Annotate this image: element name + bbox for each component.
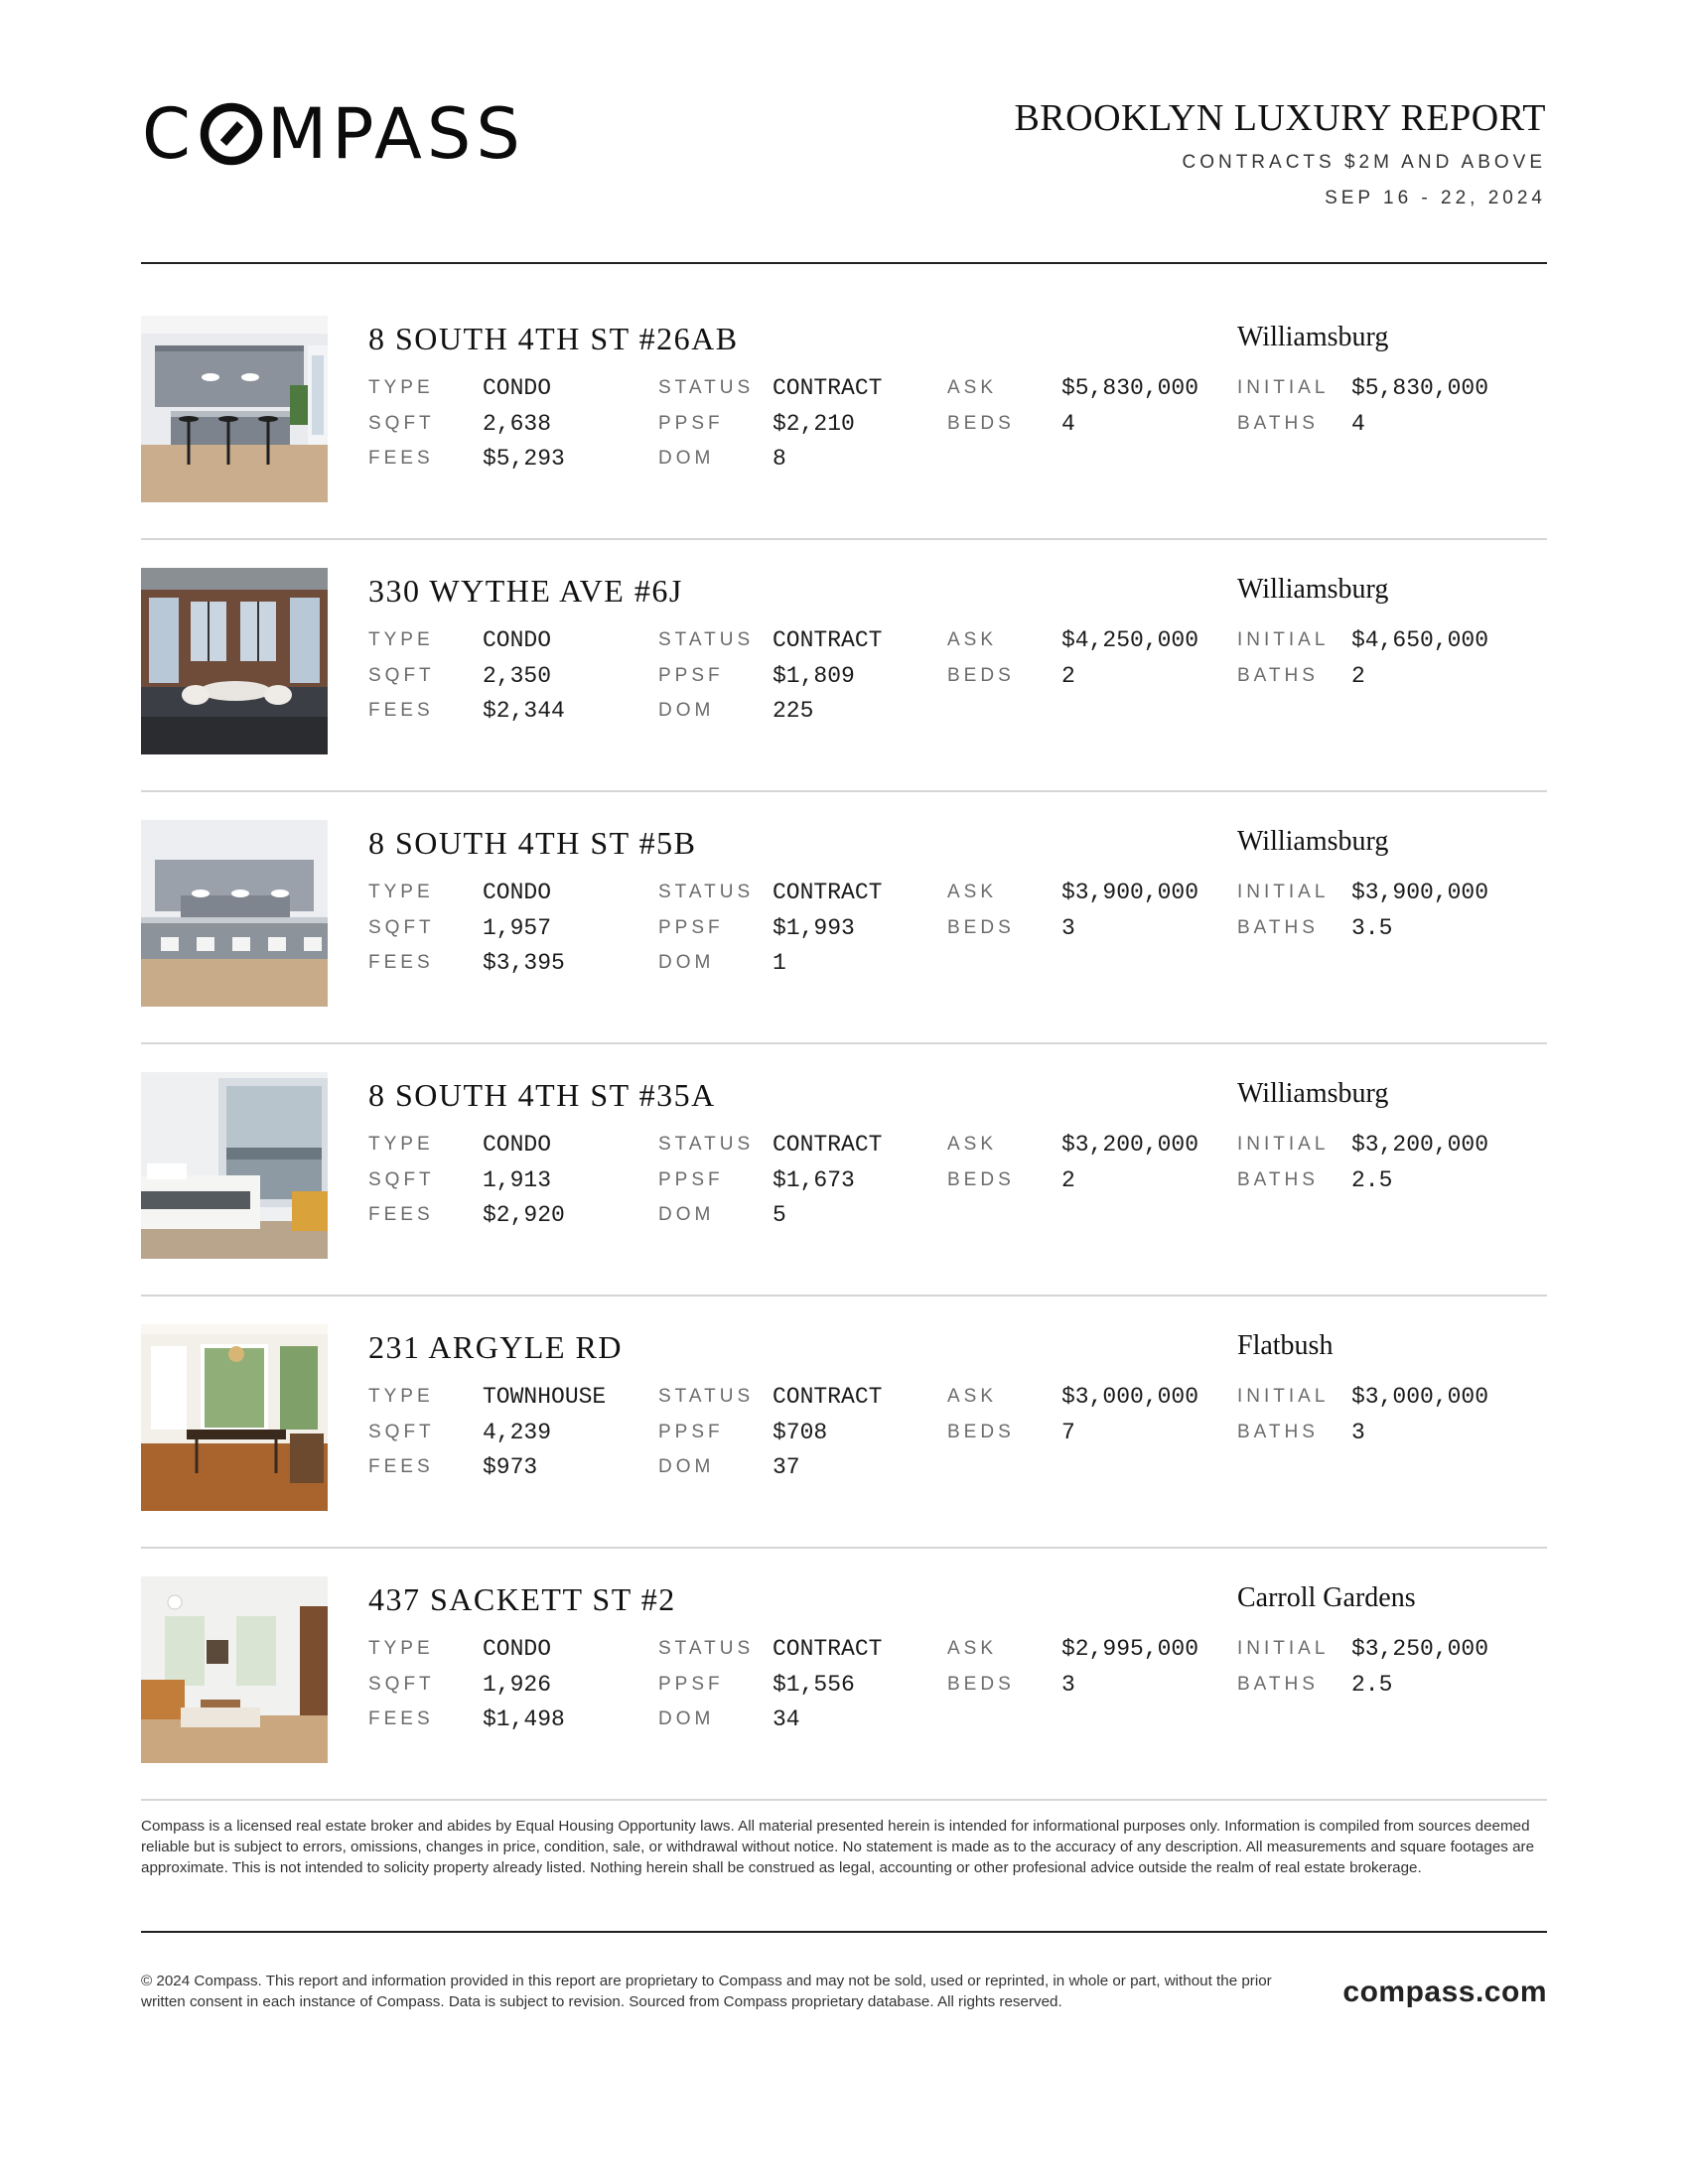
initial-label: INITIAL [1237, 882, 1330, 902]
initial-value: $3,250,000 [1351, 1636, 1489, 1662]
dom-value: 37 [773, 1454, 800, 1480]
dining-room-photo[interactable] [141, 1324, 328, 1511]
listing-row[interactable] [141, 540, 1547, 792]
site-link[interactable]: compass.com [1342, 1976, 1547, 2008]
ppsf-label: PPSF [658, 916, 724, 938]
ppsf-value: $2,210 [773, 410, 855, 437]
dom-label: DOM [658, 448, 715, 469]
status-label: STATUS [658, 1134, 755, 1155]
type-value: TOWNHOUSE [483, 1384, 607, 1410]
baths-value: 3.5 [1351, 914, 1393, 941]
initial-value: $3,200,000 [1351, 1132, 1489, 1158]
type-label: TYPE [368, 1134, 434, 1155]
fees-value: $2,344 [483, 698, 565, 724]
dom-label: DOM [658, 1456, 715, 1477]
baths-label: BATHS [1237, 412, 1319, 434]
sqft-label: SQFT [368, 1421, 435, 1442]
ppsf-value: $1,556 [773, 1671, 855, 1698]
ppsf-value: $708 [773, 1419, 828, 1445]
status-value: CONTRACT [773, 1384, 883, 1410]
initial-label: INITIAL [1237, 1638, 1330, 1659]
kitchen-photo[interactable] [141, 316, 328, 502]
sqft-label: SQFT [368, 664, 435, 686]
listing-row[interactable] [141, 792, 1547, 1044]
status-label: STATUS [658, 1386, 755, 1407]
kitchen-island-photo[interactable] [141, 820, 328, 1007]
ppsf-label: PPSF [658, 664, 724, 686]
type-label: TYPE [368, 882, 434, 902]
listing-row[interactable] [141, 1549, 1547, 1801]
listing-row[interactable] [141, 1297, 1547, 1549]
fees-label: FEES [368, 1708, 434, 1729]
sqft-value: 2,638 [483, 410, 552, 437]
dom-value: 225 [773, 698, 814, 724]
ask-label: ASK [947, 377, 998, 398]
fees-label: FEES [368, 1204, 434, 1225]
initial-value: $3,900,000 [1351, 880, 1489, 905]
baths-label: BATHS [1237, 916, 1319, 938]
ask-value: $4,250,000 [1061, 627, 1199, 653]
status-value: CONTRACT [773, 880, 883, 905]
initial-label: INITIAL [1237, 377, 1330, 398]
baths-label: BATHS [1237, 1168, 1319, 1190]
ask-value: $3,900,000 [1061, 880, 1199, 905]
dom-value: 5 [773, 1202, 786, 1228]
status-value: CONTRACT [773, 375, 883, 401]
compass-logo[interactable] [142, 93, 525, 175]
logo-letters: MPASS [266, 93, 525, 175]
status-value: CONTRACT [773, 1636, 883, 1662]
listing-details [368, 625, 1547, 732]
sqft-value: 1,957 [483, 914, 552, 941]
beds-label: BEDS [947, 412, 1015, 434]
beds-value: 3 [1061, 914, 1075, 941]
dom-label: DOM [658, 700, 715, 721]
beds-value: 4 [1061, 410, 1075, 437]
listing-neighborhood: Carroll Gardens [1237, 1582, 1416, 1613]
listing-neighborhood: Flatbush [1237, 1330, 1334, 1361]
ppsf-value: $1,673 [773, 1166, 855, 1193]
living-room-photo[interactable] [141, 1576, 328, 1763]
baths-label: BATHS [1237, 1421, 1319, 1442]
type-value: CONDO [483, 1132, 552, 1158]
listing-row[interactable] [141, 1044, 1547, 1297]
ppsf-label: PPSF [658, 1673, 724, 1695]
initial-label: INITIAL [1237, 1134, 1330, 1155]
listing-address[interactable]: 8 SOUTH 4TH ST #35A [368, 1077, 716, 1113]
ppsf-value: $1,809 [773, 662, 855, 689]
type-label: TYPE [368, 377, 434, 398]
ppsf-label: PPSF [658, 1421, 724, 1442]
sqft-label: SQFT [368, 1673, 435, 1695]
beds-value: 3 [1061, 1671, 1075, 1698]
report-subtitle: CONTRACTS $2M AND ABOVE [1182, 152, 1546, 173]
sqft-value: 2,350 [483, 662, 552, 689]
beds-label: BEDS [947, 916, 1015, 938]
fees-label: FEES [368, 1456, 434, 1477]
loft-living-room-photo[interactable] [141, 568, 328, 754]
report-heading [1014, 95, 1546, 210]
status-value: CONTRACT [773, 1132, 883, 1158]
dom-value: 1 [773, 950, 786, 976]
ask-label: ASK [947, 882, 998, 902]
beds-value: 2 [1061, 662, 1075, 689]
listing-address[interactable]: 8 SOUTH 4TH ST #26AB [368, 321, 739, 356]
listing-address[interactable]: 231 ARGYLE RD [368, 1329, 623, 1365]
status-label: STATUS [658, 1638, 755, 1659]
ask-value: $5,830,000 [1061, 375, 1199, 401]
logo-letter: C [142, 93, 196, 175]
footer-divider [141, 1931, 1547, 1933]
type-value: CONDO [483, 880, 552, 905]
header-divider [141, 262, 1547, 264]
listing-row[interactable] [141, 288, 1547, 540]
baths-value: 3 [1351, 1419, 1365, 1445]
ask-value: $3,000,000 [1061, 1384, 1199, 1410]
status-label: STATUS [658, 377, 755, 398]
fees-value: $3,395 [483, 950, 565, 976]
initial-value: $5,830,000 [1351, 375, 1489, 401]
type-value: CONDO [483, 1636, 552, 1662]
listing-neighborhood: Williamsburg [1237, 1078, 1389, 1109]
listing-address[interactable]: 8 SOUTH 4TH ST #5B [368, 825, 697, 861]
sqft-label: SQFT [368, 412, 435, 434]
listing-address[interactable]: 437 SACKETT ST #2 [368, 1581, 676, 1617]
listing-details [368, 878, 1547, 984]
dom-label: DOM [658, 952, 715, 973]
ppsf-label: PPSF [658, 1168, 724, 1190]
status-value: CONTRACT [773, 627, 883, 653]
type-label: TYPE [368, 1386, 434, 1407]
beds-label: BEDS [947, 1421, 1015, 1442]
fees-label: FEES [368, 700, 434, 721]
dom-label: DOM [658, 1708, 715, 1729]
initial-value: $3,000,000 [1351, 1384, 1489, 1410]
listing-neighborhood: Williamsburg [1237, 826, 1389, 857]
sqft-label: SQFT [368, 1168, 435, 1190]
listing-details [368, 1130, 1547, 1236]
sqft-value: 1,926 [483, 1671, 552, 1698]
baths-value: 2.5 [1351, 1166, 1393, 1193]
report-title: BROOKLYN LUXURY REPORT [1014, 97, 1546, 139]
listing-details [368, 1634, 1547, 1740]
ask-value: $2,995,000 [1061, 1636, 1199, 1662]
ask-value: $3,200,000 [1061, 1132, 1199, 1158]
ppsf-value: $1,993 [773, 914, 855, 941]
fees-value: $5,293 [483, 446, 565, 472]
sqft-label: SQFT [368, 916, 435, 938]
sqft-value: 4,239 [483, 1419, 552, 1445]
ppsf-label: PPSF [658, 412, 724, 434]
sqft-value: 1,913 [483, 1166, 552, 1193]
listing-details [368, 1382, 1547, 1488]
ask-label: ASK [947, 629, 998, 650]
type-label: TYPE [368, 1638, 434, 1659]
baths-value: 2 [1351, 662, 1365, 689]
dom-label: DOM [658, 1204, 715, 1225]
baths-label: BATHS [1237, 1673, 1319, 1695]
fees-label: FEES [368, 448, 434, 469]
report-date-range: SEP 16 - 22, 2024 [1325, 188, 1546, 208]
ask-label: ASK [947, 1638, 998, 1659]
listing-details [368, 373, 1547, 479]
fees-value: $1,498 [483, 1706, 565, 1732]
compass-o-icon [200, 102, 263, 166]
initial-value: $4,650,000 [1351, 627, 1489, 653]
initial-label: INITIAL [1237, 629, 1330, 650]
fees-label: FEES [368, 952, 434, 973]
beds-value: 2 [1061, 1166, 1075, 1193]
listing-address[interactable]: 330 WYTHE AVE #6J [368, 573, 683, 609]
listing-neighborhood: Williamsburg [1237, 322, 1389, 352]
bedroom-view-photo[interactable] [141, 1072, 328, 1259]
status-label: STATUS [658, 629, 755, 650]
fees-value: $2,920 [483, 1202, 565, 1228]
baths-value: 4 [1351, 410, 1365, 437]
listings [141, 288, 1547, 1801]
baths-label: BATHS [1237, 664, 1319, 686]
status-label: STATUS [658, 882, 755, 902]
type-value: CONDO [483, 375, 552, 401]
fees-value: $973 [483, 1454, 538, 1480]
beds-label: BEDS [947, 1673, 1015, 1695]
dom-value: 8 [773, 446, 786, 472]
type-value: CONDO [483, 627, 552, 653]
initial-label: INITIAL [1237, 1386, 1330, 1407]
ask-label: ASK [947, 1386, 998, 1407]
dom-value: 34 [773, 1706, 800, 1732]
listing-neighborhood: Williamsburg [1237, 574, 1389, 605]
beds-label: BEDS [947, 1168, 1015, 1190]
copyright-text: © 2024 Compass. This report and information provided in this report are proprietary to Compass and may not be sold, used or reprinted, in whole or part, without the prior written consent in each instance of Compass. Data is subject to revision. Sourced from Compass proprietary database. All rights reserved. [141, 1973, 1272, 2010]
beds-label: BEDS [947, 664, 1015, 686]
ask-label: ASK [947, 1134, 998, 1155]
type-label: TYPE [368, 629, 434, 650]
disclaimer-text: Compass is a licensed real estate broker and abides by Equal Housing Opportunity laws. All material presented herein is intended for informational purposes only. Information is compiled from sources deemed reliable but is subject to errors, omissions, changes in price, condition, sale, or withdrawal without notice. No statement is made as to the accuracy of any description. All measurements and square footages are approximate. This is not intended to solicity property already listed. Nothing herein shall be construed as legal, accounting or other profesional advice outside the realm of real estate brokerage. [141, 1818, 1535, 1876]
baths-value: 2.5 [1351, 1671, 1393, 1698]
beds-value: 7 [1061, 1419, 1075, 1445]
